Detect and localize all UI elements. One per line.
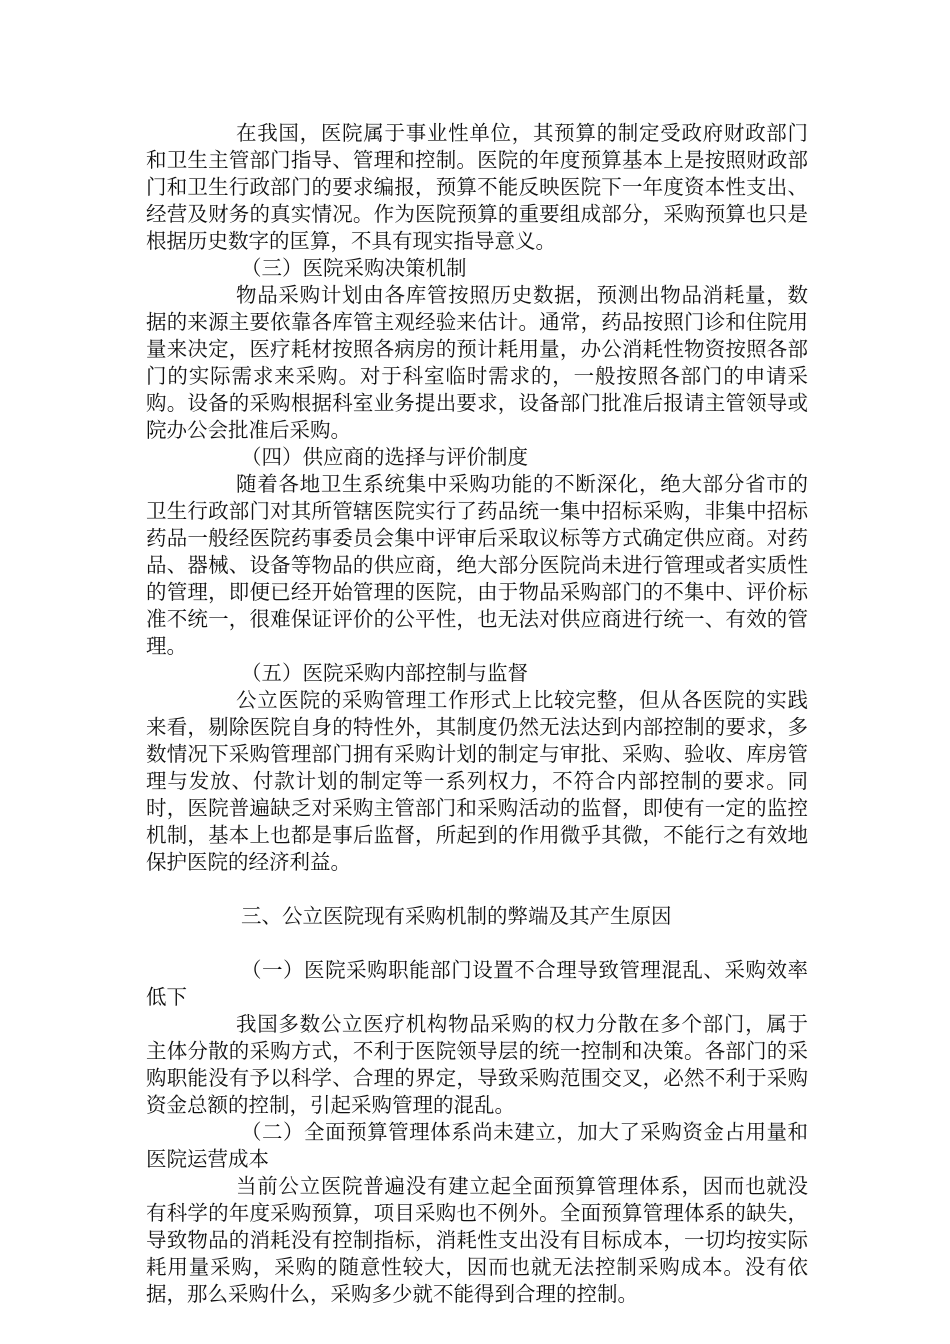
- paragraph-budget: 在我国，医院属于事业性单位，其预算的制定受政府财政部门和卫生主管部门指导、管理和控制。医院的年度预算基本上是按照财政部门和卫生行政部门的要求编报，预算不能反映医院下一年度资本性支出、经营及财务的真实情况。作为医院预算的重要组成部分，采购预算也只是根据历史数字的匡算，不具有现实指导意义。: [146, 121, 808, 253]
- paragraph-decision-mechanism: 物品采购计划由各库管按照历史数据，预测出物品消耗量，数据的来源主要依靠各库管主观经验来估计。通常，药品按照门诊和住院用量来决定，医疗耗材按照各病房的预计耗用量，办公消耗性物资按照各部门的实际需求来采购。对于科室临时需求的，一般按照各部门的申请采购。设备的采购根据科室业务提出要求，设备部门批准后报请主管领导或院办公会批准后采购。: [146, 283, 808, 442]
- spacer: [146, 930, 808, 957]
- paragraph-internal-control: 公立医院的采购管理工作形式上比较完整，但从各医院的实践来看，剔除医院自身的特性外，其制度仍然无法达到内部控制的要求，多数情况下采购管理部门拥有采购计划的制定与审批、采购、验收、库房管理与发放、付款计划的制定等一系列权力，不符合内部控制的要求。同时，医院普遍缺乏对采购主管部门和采购活动的监督，即使有一定的监控机制，基本上也都是事后监督，所起到的作用微乎其微，不能行之有效地保护医院的经济利益。: [146, 688, 808, 874]
- heading-internal-control: （五）医院采购内部控制与监督: [241, 661, 528, 685]
- paragraph-budget-system: 当前公立医院普遍没有建立起全面预算管理体系，因而也就没有科学的年度采购预算，项目采购也不例外。全面预算管理体系的缺失，导致物品的消耗没有控制指标，消耗性支出没有目标成本，一切均按实际耗用量采购，采购的随意性较大，因而也就无法控制采购成本。没有依据，那么采购什么，采购多少就不能得到合理的控制。: [146, 1174, 808, 1306]
- document-body: [146, 120, 808, 1308]
- section-heading-3: 三、公立医院现有采购机制的弊端及其产生原因: [241, 904, 672, 928]
- spacer: [146, 876, 808, 903]
- paragraph-supplier-selection: 随着各地卫生系统集中采购功能的不断深化，绝大部分省市的卫生行政部门对其所管辖医院实行了药品统一集中招标采购，非集中招标药品一般经医院药事委员会集中评审后采取议标等方式确定供应商。对药品、器械、设备等物品的供应商，绝大部分医院尚未进行管理或者实质性的管理，即便已经开始管理的医院，由于物品采购部门的不集中、评价标准不统一，很难保证评价的公平性，也无法对供应商进行统一、有效的管理。: [146, 472, 808, 658]
- paragraph-dept-setup: 我国多数公立医疗机构物品采购的权力分散在多个部门，属于主体分散的采购方式，不利于医院领导层的统一控制和决策。各部门的采购职能没有予以科学、合理的界定，导致采购范围交叉，必然不利于采购资金总额的控制，引起采购管理的混乱。: [146, 1012, 808, 1117]
- heading-budget-system: （二）全面预算管理体系尚未建立，加大了采购资金占用量和医院运营成本: [146, 1120, 808, 1171]
- heading-dept-setup: （一）医院采购职能部门设置不合理导致管理混乱、采购效率低下: [146, 958, 808, 1009]
- heading-decision-mechanism: （三）医院采购决策机制: [241, 256, 467, 280]
- heading-supplier-selection: （四）供应商的选择与评价制度: [241, 445, 528, 469]
